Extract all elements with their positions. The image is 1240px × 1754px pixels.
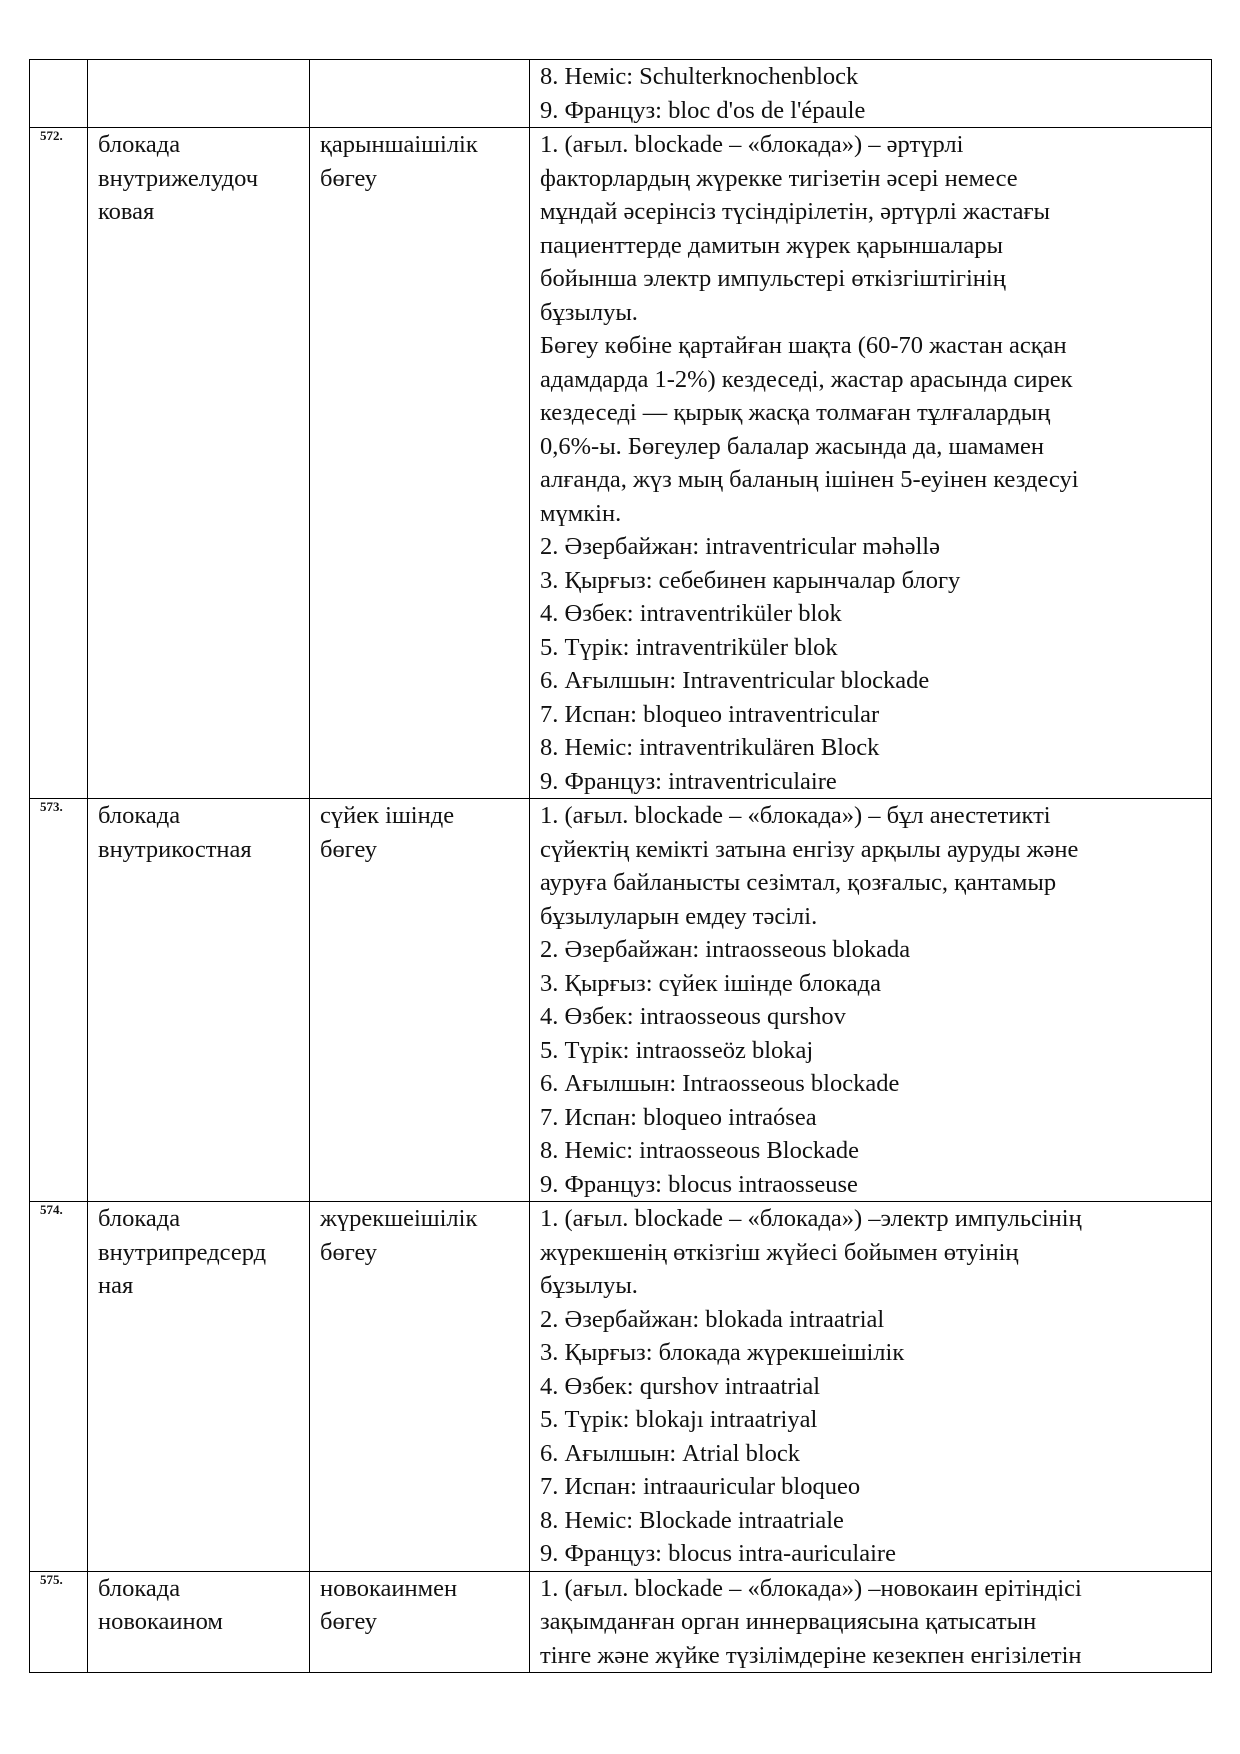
- definition-line: кездеседі — қырық жасқа толмаған тұлғалардың: [540, 399, 1051, 426]
- entry-number: 575.: [30, 1571, 88, 1673]
- kazakh-term-cell: [310, 799, 530, 1202]
- dictionary-body: [30, 60, 1212, 1673]
- definition-line: 7. Испан: intraauricular bloqueo: [540, 1473, 861, 1500]
- definition-line: 6. Ағылшын: Atrial block: [540, 1439, 801, 1467]
- russian-term-line: блокада: [98, 802, 181, 829]
- russian-term-line: блокада: [98, 1205, 181, 1232]
- definition-line: ауруға байланысты сезімтал, қозғалыс, қантамыр: [540, 869, 1057, 896]
- definition-line: бұзылуларын емдеу тәсілі.: [540, 902, 818, 930]
- table-row: [30, 60, 1212, 128]
- definition-line: 9. Француз: intraventriculaire: [540, 767, 837, 795]
- kazakh-term-line: бөгеу: [320, 1608, 377, 1635]
- kazakh-term-line: жүрекшеішілік: [320, 1205, 478, 1232]
- definition-line: 8. Неміс: intraventrikulären Block: [540, 734, 880, 761]
- definition-line: 2. Әзербайжан: blokada intraatrial: [540, 1305, 885, 1333]
- definition-cell: [530, 799, 1212, 1202]
- kazakh-term-cell: [310, 1202, 530, 1572]
- definition-line: 3. Қырғыз: сүйек ішінде блокада: [540, 969, 881, 997]
- definition-line: 2. Әзербайжан: intraosseous blokada: [540, 936, 911, 963]
- definition-line: мұндай әсерінсіз түсіндірілетін, әртүрлі жастағы: [540, 198, 1050, 225]
- definition-line: сүйектің кемікті затына енгізу арқылы ауруды және: [540, 835, 1079, 863]
- table-row: [30, 1202, 1212, 1572]
- entry-number: 574.: [30, 1202, 88, 1572]
- definition-line: 8. Неміс: intraosseous Blockade: [540, 1137, 859, 1164]
- definition-line: 8. Неміс: Schulterknochenblock: [540, 63, 859, 90]
- russian-term-cell: [88, 128, 310, 799]
- russian-term-cell: [88, 799, 310, 1202]
- definition-line: зақымданған орган иннервациясына қатысатын: [540, 1608, 1037, 1635]
- russian-term-line: внутрижелудоч: [98, 164, 259, 192]
- russian-term-line: блокада: [98, 131, 181, 158]
- definition-line: 1. (ағыл. blockade – «блокада») – бұл анестетикті: [540, 802, 1051, 829]
- kazakh-term-line: қарыншаішілік: [320, 131, 478, 158]
- kazakh-term-cell: [310, 128, 530, 799]
- russian-term-cell: [88, 1571, 310, 1673]
- definition-line: адамдарда 1-2%) кездеседі, жастар арасында сирек: [540, 365, 1073, 393]
- definition-line: 5. Түрік: intraosseöz blokaj: [540, 1036, 814, 1064]
- definition-cell: [530, 128, 1212, 799]
- table-row: [30, 128, 1212, 799]
- definition-line: 1. (ағыл. blockade – «блокада») –электр импульсінің: [540, 1205, 1082, 1232]
- table-row: [30, 1571, 1212, 1673]
- russian-term-line: внутрипредсерд: [98, 1238, 267, 1266]
- definition-line: мүмкін.: [540, 499, 622, 527]
- definition-line: бойынша электр импульстері өткізгіштігінің: [540, 265, 1006, 292]
- definition-line: 8. Неміс: Blockade intraatriale: [540, 1506, 844, 1534]
- definition-line: 7. Испан: bloqueo intraventricular: [540, 700, 880, 728]
- definition-line: тінге және жүйке түзілімдеріне кезекпен енгізілетін: [540, 1641, 1082, 1669]
- definition-line: 6. Ағылшын: Intraosseous blockade: [540, 1070, 900, 1097]
- definition-line: пациенттерде дамитын жүрек қарыншалары: [540, 231, 1003, 259]
- definition-line: бұзылуы.: [540, 298, 638, 326]
- definition-line: 4. Өзбек: qurshov intraatrial: [540, 1372, 821, 1400]
- definition-line: 3. Қырғыз: себебинен карынчалар блогу: [540, 566, 961, 594]
- definition-line: 1. (ағыл. blockade – «блокада») –новокаин ерітіндісі: [540, 1574, 1082, 1602]
- entry-number: 572.: [30, 128, 88, 799]
- definition-line: 0,6%-ы. Бөгеулер балалар жасында да, шамамен: [540, 432, 1044, 460]
- definition-line: 9. Француз: bloc d'os de l'épaule: [540, 96, 866, 124]
- definition-line: алғанда, жүз мың баланың ішінен 5-еуінен кездесуі: [540, 466, 1079, 493]
- definition-line: 9. Француз: blocus intraosseuse: [540, 1170, 858, 1198]
- definition-line: 7. Испан: bloqueo intraósea: [540, 1103, 817, 1131]
- kazakh-term-line: бөгеу: [320, 164, 377, 192]
- russian-term-line: ная: [98, 1272, 134, 1299]
- russian-term-cell: [88, 1202, 310, 1572]
- kazakh-term-cell: [310, 1571, 530, 1673]
- kazakh-term-line: новокаинмен: [320, 1574, 458, 1602]
- entry-number: 573.: [30, 799, 88, 1202]
- kazakh-term-cell: [310, 60, 530, 128]
- russian-term-cell: [88, 60, 310, 128]
- definition-line: Бөгеу көбіне қартайған шақта (60-70 жастан асқан: [540, 332, 1067, 359]
- definition-line: жүрекшенің өткізгіш жүйесі бойымен өтуінің: [540, 1238, 1019, 1266]
- definition-line: бұзылуы.: [540, 1272, 638, 1299]
- definition-cell: [530, 60, 1212, 128]
- definition-line: 9. Француз: blocus intra-auriculaire: [540, 1540, 896, 1567]
- kazakh-term-line: сүйек ішінде: [320, 802, 455, 829]
- definition-line: 4. Өзбек: intraosseous qurshov: [540, 1003, 846, 1030]
- definition-line: 5. Түрік: intraventriküler blok: [540, 633, 838, 661]
- definition-line: 4. Өзбек: intraventriküler blok: [540, 600, 842, 627]
- definition-line: 5. Түрік: blokajı intraatriyal: [540, 1406, 818, 1433]
- definition-line: 6. Ағылшын: Intraventricular blockade: [540, 667, 930, 694]
- definition-line: 1. (ағыл. blockade – «блокада») – әртүрлі: [540, 131, 964, 158]
- definition-cell: [530, 1571, 1212, 1673]
- definition-line: 2. Әзербайжан: intraventricular məhəllə: [540, 533, 940, 560]
- kazakh-term-line: бөгеу: [320, 835, 377, 863]
- russian-term-line: новокаином: [98, 1608, 223, 1635]
- kazakh-term-line: бөгеу: [320, 1238, 377, 1266]
- definition-line: 3. Қырғыз: блокада жүрекшеішілік: [540, 1339, 905, 1366]
- russian-term-line: внутрикостная: [98, 835, 252, 863]
- entry-number: [30, 60, 88, 128]
- russian-term-line: блокада: [98, 1574, 181, 1602]
- table-row: [30, 799, 1212, 1202]
- definition-cell: [530, 1202, 1212, 1572]
- russian-term-line: ковая: [98, 198, 155, 225]
- definition-line: факторлардың жүрекке тигізетін әсері немесе: [540, 164, 1018, 192]
- dictionary-table: [29, 59, 1212, 1673]
